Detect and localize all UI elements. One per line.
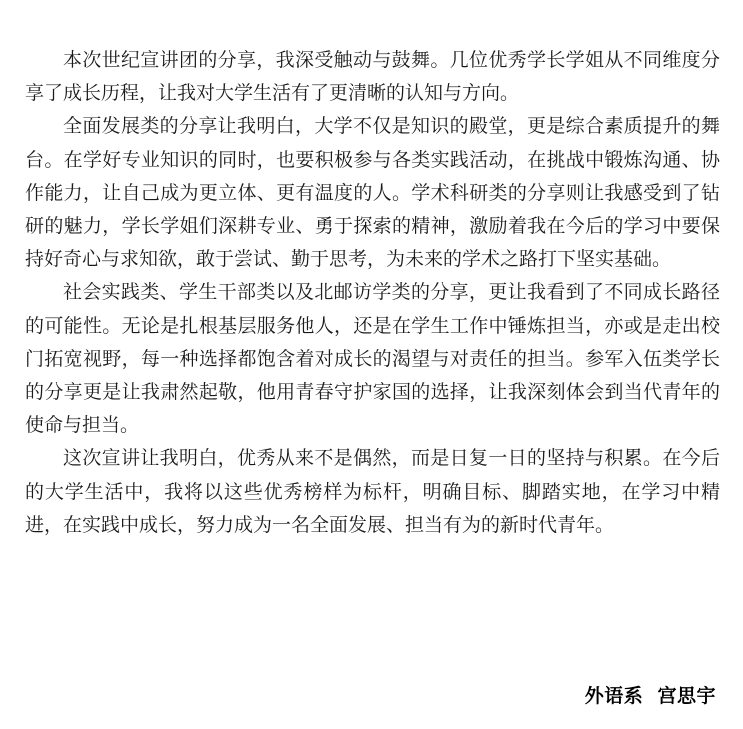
author-signature: 外语系 宫思宇 <box>584 685 716 707</box>
paragraph-2: 全面发展类的分享让我明白，大学不仅是知识的殿堂，更是综合素质提升的舞台。在学好专业知识的同时，也要积极参与各类实践活动，在挑战中锻炼沟通、协作能力，让自己成为更立体、更有温度的人。学术科研类的分享则让我感受到了钻研的魅力，学长学姐们深耕专业、勇于探索的精神，激励着我在今后的学习中要保持好奇心与求知欲，敢于尝试、勤于思考，为未来的学术之路打下坚实基础。 <box>25 115 720 271</box>
paragraph-3: 社会实践类、学生干部类以及北邮访学类的分享，更让我看到了不同成长路径的可能性。无论是扎根基层服务他人，还是在学生工作中锤炼担当，亦或是走出校门拓宽视野，每一种选择都饱含着对成长的渴望与对责任的担当。参军入伍类学长的分享更是让我肃然起敬，他用青春守护家国的选择，让我深刻体会到当代青年的使命与担当。 <box>25 281 720 437</box>
article-body <box>25 44 720 542</box>
paragraph-1: 本次世纪宣讲团的分享，我深受触动与鼓舞。几位优秀学长学姐从不同维度分享了成长历程，让我对大学生活有了更清晰的认知与方向。 <box>25 49 720 105</box>
paragraph-4: 这次宣讲让我明白，优秀从来不是偶然，而是日复一日的坚持与积累。在今后的大学生活中，我将以这些优秀榜样为标杆，明确目标、脚踏实地，在学习中精进，在实践中成长，努力成为一名全面发展、担当有为的新时代青年。 <box>25 447 720 536</box>
